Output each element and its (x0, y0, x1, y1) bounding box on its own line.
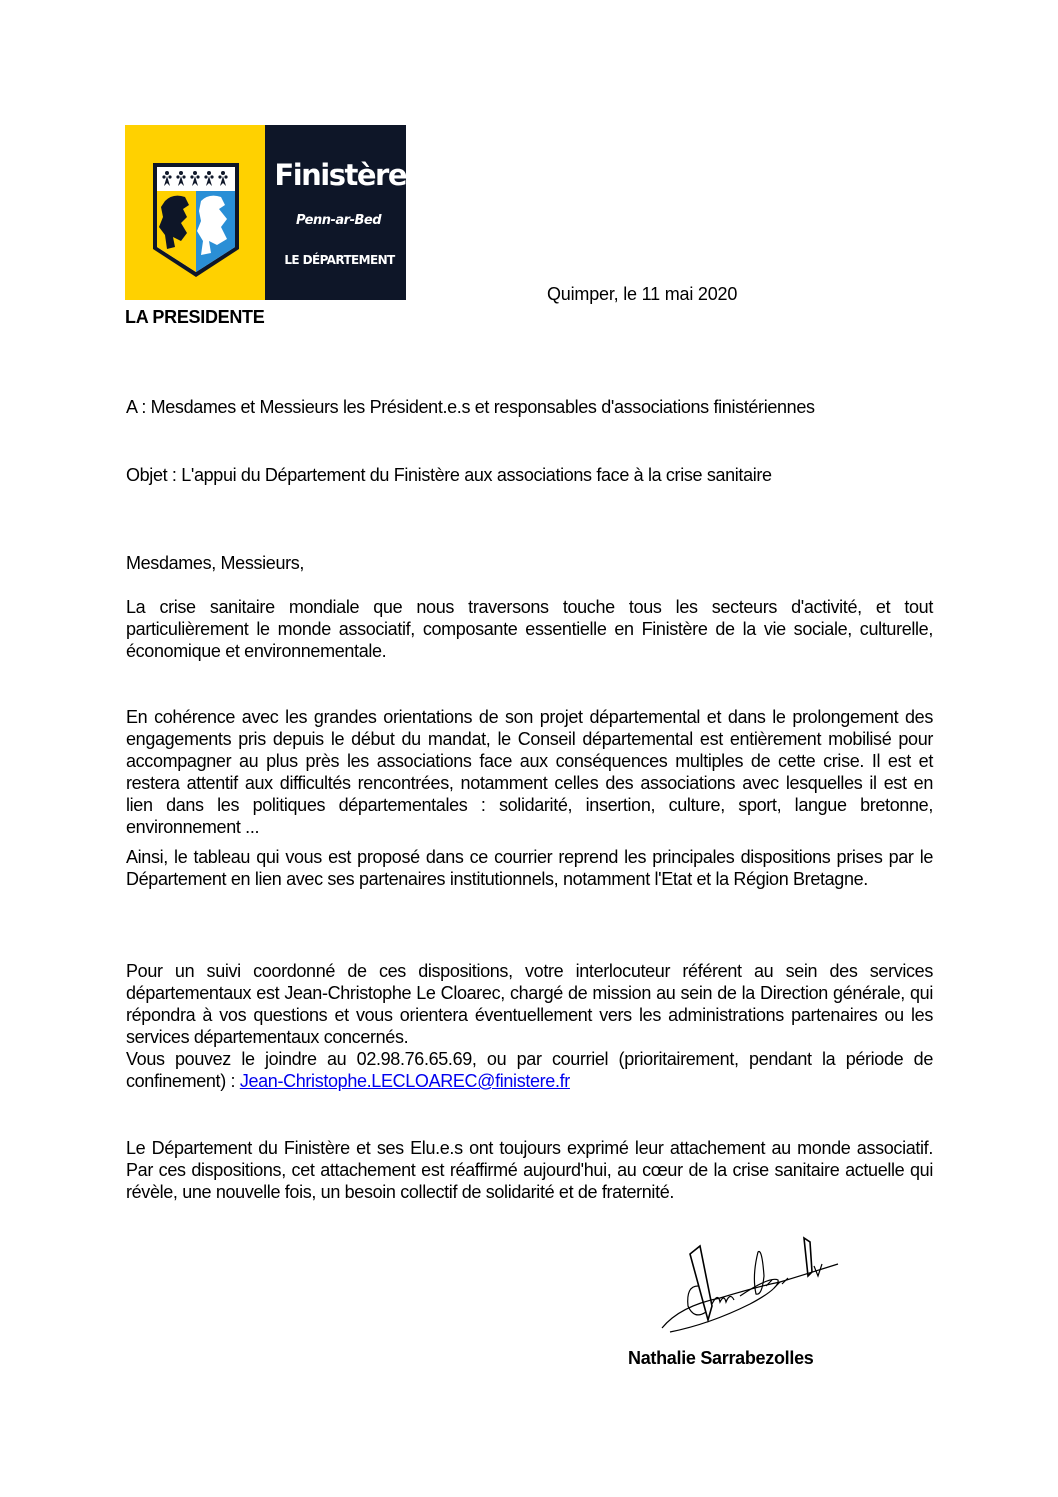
finistere-logo (125, 125, 406, 300)
date-line: Quimper, le 11 mai 2020 (547, 284, 738, 304)
paragraph-contact (126, 960, 933, 1092)
logo-title: Finistère (274, 158, 406, 192)
signer-name: Nathalie Sarrabezolles (628, 1348, 814, 1368)
logo-navy-panel (265, 125, 406, 300)
paragraph-table-intro: Ainsi, le tableau qui vous est proposé dans ce courrier reprend les principales dispositions prises par le Département en lien avec ses partenaires institutionnels, notamment l'Etat et la Région Bretagne. (126, 847, 933, 889)
logo-subtitle: Penn-ar-Bed (295, 213, 381, 228)
contact-email-link[interactable]: Jean-Christophe.LECLOAREC@finistere.fr (239, 1071, 570, 1091)
contact-text: Pour un suivi coordonné de ces dispositions, votre interlocuteur référent au sein des services départementaux est Jean-Christophe Le Cloarec, chargé de mission au sein de la Direction générale, qui répondra à vos questions et vous orientera éventuellement vers les administrations partenaires ou les services départementaux concernés. (126, 961, 933, 1047)
sender-title: LA PRESIDENTE (125, 307, 265, 327)
logo-department: LE DÉPARTEMENT (284, 253, 395, 267)
paragraph-closing: Le Département du Finistère et ses Elu.e.s ont toujours exprimé leur attachement au monde associatif. Par ces dispositions, cet attachement est réaffirmé aujourd'hui, au cœur de la crise sanitaire actuelle qui révèle, une nouvelle fois, un besoin collectif de solidarité et de fraternité. (126, 1138, 933, 1202)
contact-phone-line: Vous pouvez le joindre au 02.98.76.65.69, ou par courriel (prioritairement, pendant la période de confinement) : (126, 1049, 933, 1091)
subject-line: Objet : L'appui du Département du Finistère aux associations face à la crise sanitaire (126, 465, 772, 485)
logo-yellow-panel (125, 125, 265, 300)
addressee-line: A : Mesdames et Messieurs les Président.e.s et responsables d'associations finistériennes (126, 397, 815, 417)
paragraph-commitment: En cohérence avec les grandes orientations de son projet départemental et dans le prolongement des engagements pris depuis le début du mandat, le Conseil départemental est entièrement mobilisé pour accompagner au plus près les associations face aux conséquences multiples de cette crise. Il est et restera attentif aux difficultés rencontrées, notamment celles des associations avec lesquelles il est en lien dans les politiques départementales : solidarité, insertion, culture, sport, langue bretonne, environnement ... (126, 707, 933, 837)
handwritten-signature (650, 1236, 840, 1336)
coat-of-arms-icon (151, 161, 241, 279)
salutation: Mesdames, Messieurs, (126, 553, 305, 573)
paragraph-context: La crise sanitaire mondiale que nous traversons touche tous les secteurs d'activité, et tout particulièrement le monde associatif, composante essentielle en Finistère de la vie sociale, culturelle, économique et environnementale. (126, 597, 933, 661)
